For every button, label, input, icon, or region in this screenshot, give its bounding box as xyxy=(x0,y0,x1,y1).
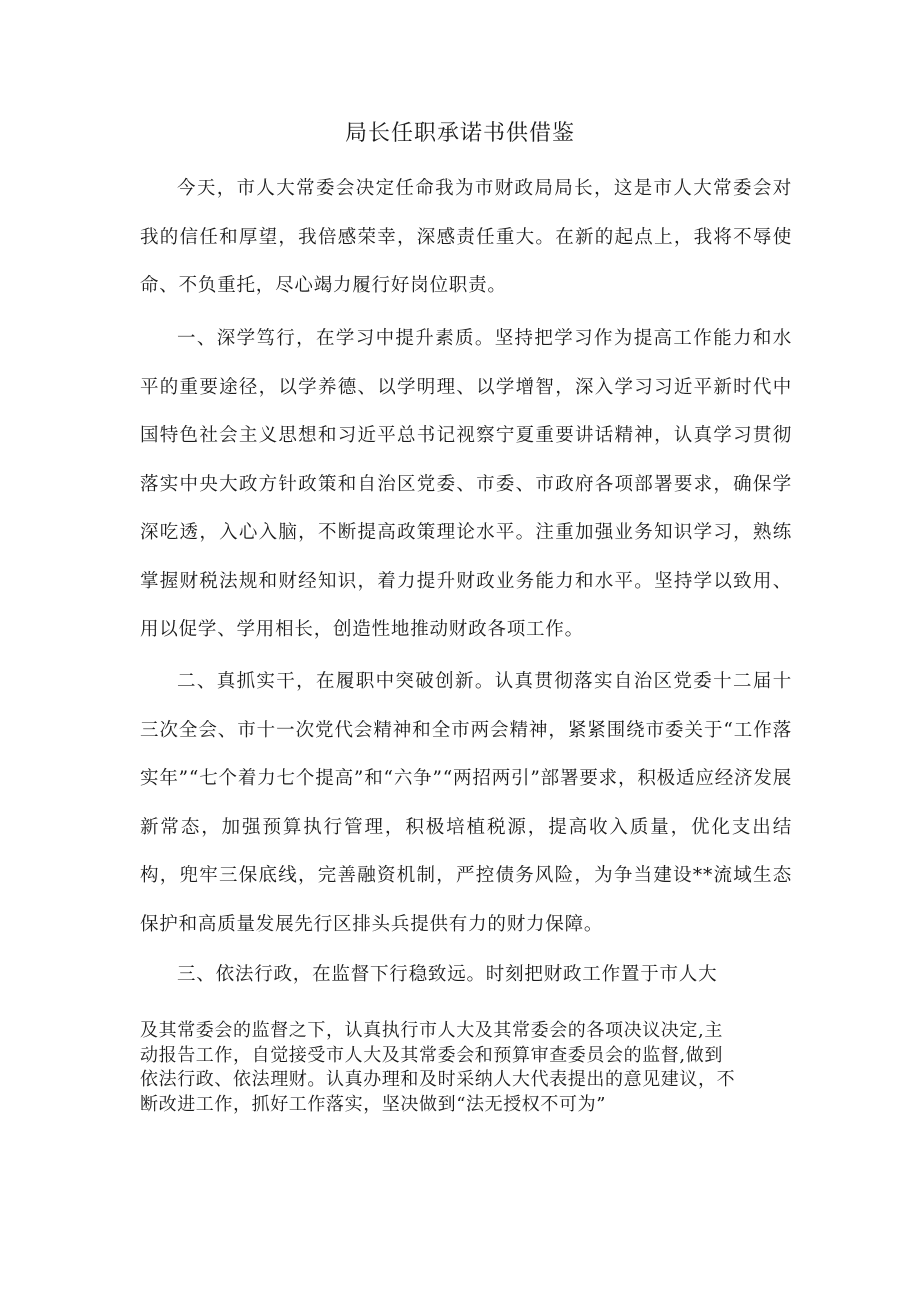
paragraph-study: 一、深学笃行，在学习中提升素质。坚持把学习作为提高工作能力和水平的重要途径，以学养德、以学明理、以学增智，深入学习习近平新时代中国特色社会主义思想和习近平总书记视察宁夏重要讲话精神，认真学习贯彻落实中央大政方针政策和自治区党委、市委、市政府各项部署要求，确保学深吃透，入心入脑，不断提高政策理论水平。注重加强业务知识学习，熟练掌握财税法规和财经知识，着力提升财政业务能力和水平。坚持学以致用、用以促学、学用相长，创造性地推动财政各项工作。 xyxy=(140,328,792,640)
text-line: 及其常委会的监督之下，认真执行市人大及其常委会的各项决议决定,主 xyxy=(140,1020,723,1041)
text-line: 断改进工作，抓好工作落实，坚决做到“法无授权不可为” xyxy=(140,1093,607,1115)
text-line: 依法行政、依法理财。认真办理和及时采纳人大代表提出的意见建议，不 xyxy=(140,1069,736,1090)
paragraph-intro: 今天，市人大常委会决定任命我为市财政局局长，这是市人大常委会对我的信任和厚望，我倍感荣幸，深感责任重大。在新的起点上，我将不辱使命、不负重托，尽心竭力履行好岗位职责。 xyxy=(140,178,792,296)
paragraph-practice: 二、真抓实干，在履职中突破创新。认真贯彻落实自治区党委十二届十三次全会、市十一次党代会精神和全市两会精神，紧紧围绕市委关于“工作落实年”“七个着力七个提高”和“六争”“两招两引”部署要求，积极适应经济发展新常态，加强预算执行管理，积极培植税源，提高收入质量，优化支出结构，兜牢三保底线，完善融资机制，严控债务风险，为争当建设**流域生态保护和高质量发展先行区排头兵提供有力的财力保障。 xyxy=(140,671,792,935)
text-line: 动报告工作，自觉接受市人大及其常委会和预算审查委员会的监督,做到 xyxy=(140,1044,723,1066)
paragraph-law: 三、依法行政，在监督下行稳致远。时刻把财政工作置于市人大 xyxy=(177,964,718,985)
document-title: 局长任职承诺书供借鉴 xyxy=(344,121,575,146)
paragraph-law-continued xyxy=(140,1019,800,1117)
